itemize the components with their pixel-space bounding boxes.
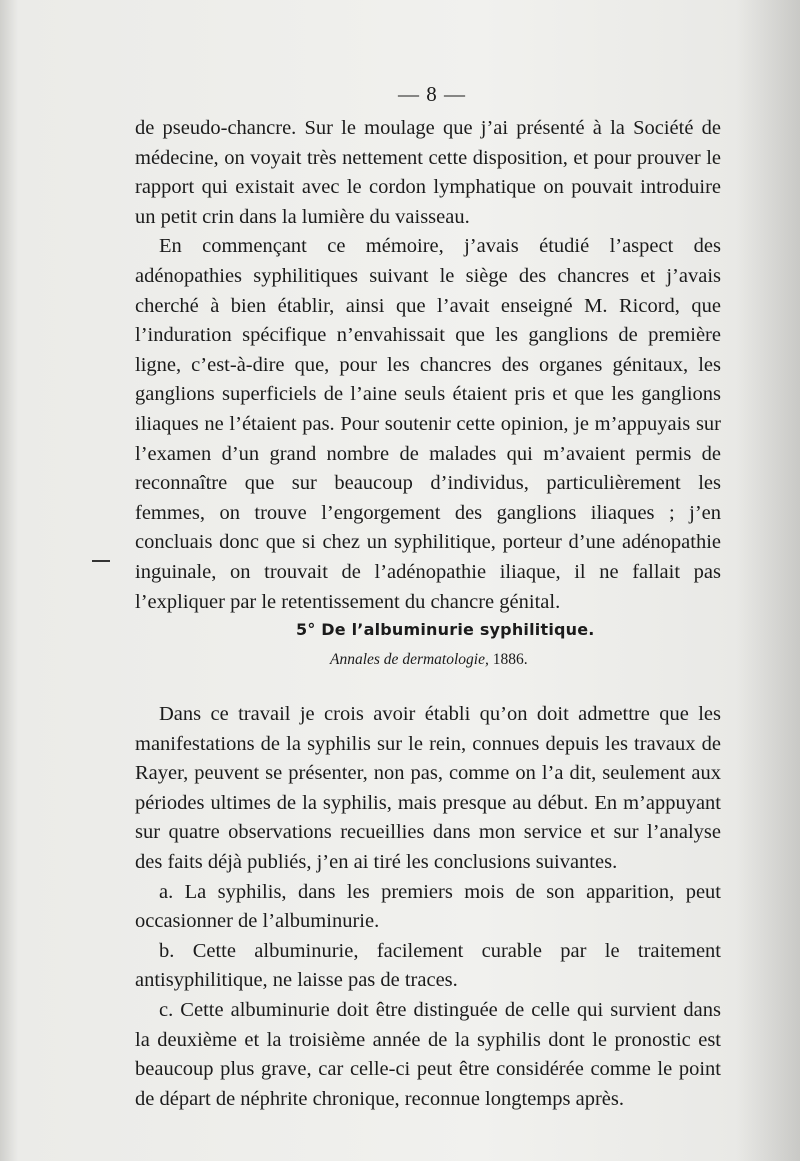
paragraph: En commençant ce mémoire, j’avais étudié l’aspect des adénopathies syphilitiques suivant le siège des chancres et j’avais cherché à bien établir, ainsi que l’avait enseigné M. Ricord, que l’induration spécifique n’envahissait que les ganglions de première ligne, c’est-à-dire que, pour les chancres des organes génitaux, les ganglions superficiels de l’aine seuls étaient pris et que les ganglions iliaques ne l’étaient pas. Pour soutenir cette opinion, je m’appuyais sur l’examen d’un grand nombre de malades qui m’avaient permis de reconnaître que sur beaucoup d’individus, particulièrement les femmes, on trouve l’engorgement des ganglions iliaques ; j’en concluais donc que si chez un syphilitique, porteur d’une adénopathie inguinale, on trouvait de l’adénopathie iliaque, il ne fallait pas l’expliquer par le retentissement du chancre génital.: [135, 235, 721, 613]
paragraph: Dans ce travail je crois avoir établi qu’on doit admettre que les manifestations de la syphilis sur le rein, connues depuis les travaux de Rayer, peuvent se présenter, non pas, comme on l’a dit, seulement aux périodes ultimes de la syphilis, mais presque au début. En m’appuyant sur quatre observations recueillies dans mon service et sur l’analyse des faits déjà publiés, j’en ai tiré les conclusions suivantes.: [135, 703, 721, 873]
paragraph: de pseudo-chancre. Sur le moulage que j’ai présenté à la Société de médecine, on voyait très nettement cette disposition, et pour prouver le rapport qui existait avec le cordon lymphatique on pouvait introduire un petit crin dans la lumière du vaisseau.: [135, 117, 721, 228]
body-text-top: [135, 114, 721, 617]
citation-journal: Annales de dermatologie,: [330, 651, 489, 668]
page-number: — 8 —: [398, 82, 466, 106]
margin-mark: [92, 560, 110, 562]
section-heading: 5° De l’albuminurie syphilitique.: [296, 620, 595, 639]
body-text-bottom: [135, 700, 721, 1114]
list-item-c: c. Cette albuminurie doit être distinguée de celle qui survient dans la deuxième et la troisième année de la syphilis dont le pronostic est beaucoup plus grave, car celle-ci peut être considérée comme le point de départ de néphrite chronique, reconnue longtemps après.: [135, 998, 721, 1110]
citation: [0, 651, 800, 669]
citation-year: 1886.: [492, 651, 528, 668]
list-item-a: a. La syphilis, dans les premiers mois de son apparition, peut occasionner de l’albuminurie.: [135, 880, 721, 933]
list-item-b: b. Cette albuminurie, facilement curable par le traitement antisyphilitique, ne laisse pas de traces.: [135, 939, 721, 992]
